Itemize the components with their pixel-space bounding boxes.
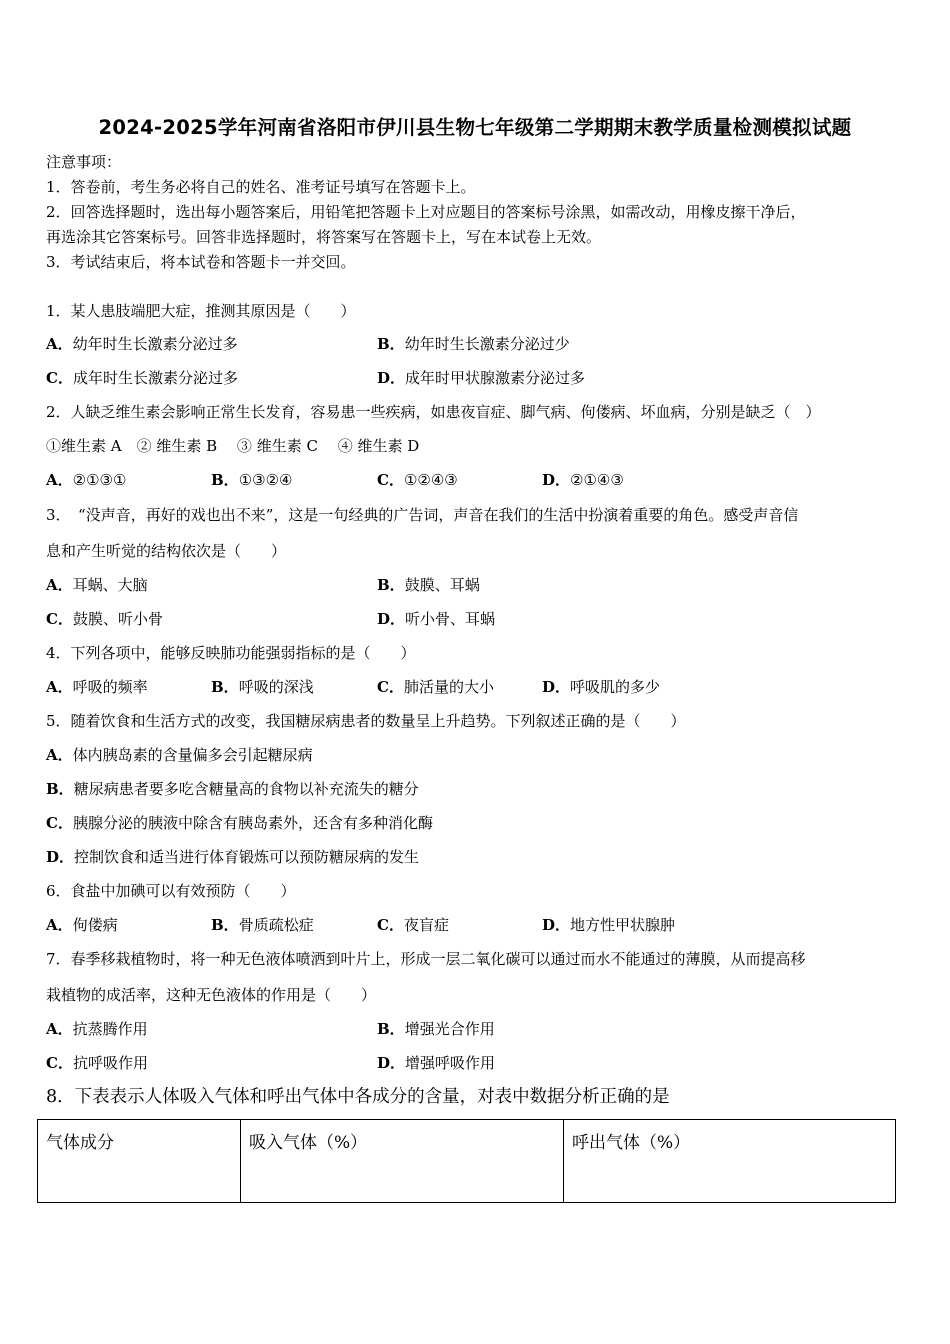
q2-items: ①维生素 A ② 维生素 B ③ 维生素 C ④ 维生素 D (46, 437, 420, 455)
option-label: B． (46, 780, 74, 798)
gas-composition-table (37, 1119, 896, 1203)
q4-option-d[interactable] (542, 677, 660, 697)
note-2a: 2．回答选择题时，选出每小题答案后，用铅笔把答题卡上对应题目的答案标号涂黑，如需改动，用橡皮擦干净后， (46, 203, 806, 221)
option-text: 佝偻病 (72, 916, 118, 934)
option-text: 呼吸的深浅 (238, 678, 314, 696)
option-label: C． (46, 610, 73, 628)
q7-option-c[interactable] (46, 1053, 148, 1073)
option-label: C． (377, 471, 404, 489)
option-text: 耳蜗、大脑 (72, 576, 148, 594)
q5-option-d[interactable] (46, 847, 419, 867)
option-label: C． (377, 678, 404, 696)
q3-stem-b: 息和产生听觉的结构依次是（ ） (46, 542, 287, 560)
q7-stem-a: 7．春季移栽植物时，将一种无色液体喷洒到叶片上，形成一层二氧化碳可以通过而水不能通过的薄膜，从而提高移 (46, 950, 806, 968)
option-text: 体内胰岛素的含量偏多会引起糖尿病 (72, 746, 313, 764)
table-header-cell: 呼出气体（%） (564, 1120, 896, 1203)
q6-option-a[interactable] (46, 915, 118, 935)
option-text: 抗蒸腾作用 (72, 1020, 148, 1038)
note-3: 3．考试结束后，将本试卷和答题卡一并交回。 (46, 253, 356, 271)
option-label: B． (377, 1020, 405, 1038)
option-label: D． (377, 1054, 406, 1072)
option-label: A． (46, 576, 73, 594)
option-text: ①②④③ (403, 471, 458, 489)
q8-stem: 8．下表表示人体吸入气体和呼出气体中各成分的含量，对表中数据分析正确的是 (46, 1087, 670, 1107)
q7-stem-b: 栽植物的成活率，这种无色液体的作用是（ ） (46, 986, 377, 1004)
q3-option-c[interactable] (46, 609, 163, 629)
option-text: 幼年时生长激素分泌过多 (72, 335, 238, 353)
table-header-cell: 气体成分 (38, 1120, 241, 1203)
q2-stem: 2．人缺乏维生素会影响正常生长发育，容易患一些疾病，如患夜盲症、脚气病、佝偻病、坏血病，分别是缺乏（ ） (46, 403, 821, 421)
option-label: B． (377, 576, 405, 594)
q2-option-b[interactable] (211, 470, 292, 490)
option-label: D． (542, 471, 571, 489)
q2-option-c[interactable] (377, 470, 458, 490)
option-label: A． (46, 335, 73, 353)
option-label: D． (542, 916, 571, 934)
option-text: 幼年时生长激素分泌过少 (404, 335, 570, 353)
option-label: A． (46, 1020, 73, 1038)
option-label: B． (211, 471, 239, 489)
q1-option-d[interactable] (377, 368, 585, 388)
option-text: 骨质疏松症 (238, 916, 314, 934)
table-header-row (38, 1120, 896, 1203)
option-label: A． (46, 471, 73, 489)
q1-option-c[interactable] (46, 368, 238, 388)
option-text: ②①④③ (570, 471, 624, 489)
option-text: ①③②④ (238, 471, 293, 489)
q3-stem-a: 3． “没声音，再好的戏也出不来”，这是一句经典的广告词，声音在我们的生活中扮演着重要的角色。感受声音信 (46, 506, 799, 524)
q3-option-a[interactable] (46, 575, 148, 595)
option-text: 控制饮食和适当进行体育锻炼可以预防糖尿病的发生 (74, 848, 420, 866)
q6-option-c[interactable] (377, 915, 449, 935)
q5-option-b[interactable] (46, 779, 419, 799)
q7-option-d[interactable] (377, 1053, 495, 1073)
option-text: 胰腺分泌的胰液中除含有胰岛素外，还含有多种消化酶 (72, 814, 433, 832)
option-text: 成年时甲状腺激素分泌过多 (405, 369, 586, 387)
option-text: 糖尿病患者要多吃含糖量高的食物以补充流失的糖分 (73, 780, 419, 798)
page-title: 2024-2025学年河南省洛阳市伊川县生物七年级第二学期期末教学质量检测模拟试题 (98, 116, 852, 139)
option-text: 听小骨、耳蜗 (405, 610, 496, 628)
note-2b: 再选涂其它答案标号。回答非选择题时，将答案写在答题卡上，写在本试卷上无效。 (46, 228, 602, 246)
option-label: B． (211, 678, 239, 696)
q3-option-d[interactable] (377, 609, 495, 629)
q5-option-c[interactable] (46, 813, 433, 833)
option-text: 肺活量的大小 (403, 678, 494, 696)
q3-option-b[interactable] (377, 575, 480, 595)
option-label: B． (377, 335, 405, 353)
q2-option-a[interactable] (46, 470, 126, 490)
option-text: 成年时生长激素分泌过多 (72, 369, 238, 387)
q6-option-b[interactable] (211, 915, 314, 935)
notes-heading: 注意事项： (46, 153, 122, 171)
q5-stem: 5．随着饮食和生活方式的改变，我国糖尿病患者的数量呈上升趋势。下列叙述正确的是（ ） (46, 712, 686, 730)
note-1: 1．答卷前，考生务必将自己的姓名、准考证号填写在答题卡上。 (46, 178, 476, 196)
q6-stem: 6．食盐中加碘可以有效预防（ ） (46, 882, 296, 900)
option-label: D． (377, 369, 406, 387)
option-text: 呼吸肌的多少 (570, 678, 661, 696)
option-label: B． (211, 916, 239, 934)
q6-option-d[interactable] (542, 915, 675, 935)
option-label: C． (46, 369, 73, 387)
q4-stem: 4．下列各项中，能够反映肺功能强弱指标的是（ ） (46, 644, 416, 662)
q7-option-b[interactable] (377, 1019, 495, 1039)
q4-option-b[interactable] (211, 677, 314, 697)
q1-stem: 1．某人患肢端肥大症，推测其原因是（ ） (46, 302, 356, 320)
option-text: 增强光合作用 (404, 1020, 495, 1038)
option-text: 增强呼吸作用 (405, 1054, 496, 1072)
option-label: A． (46, 916, 73, 934)
option-text: 地方性甲状腺肿 (570, 916, 676, 934)
option-text: 鼓膜、听小骨 (72, 610, 163, 628)
q5-option-a[interactable] (46, 745, 313, 765)
option-label: D． (542, 678, 571, 696)
q1-option-b[interactable] (377, 334, 570, 354)
table-header-cell: 吸入气体（%） (241, 1120, 564, 1203)
q4-option-a[interactable] (46, 677, 148, 697)
option-label: D． (377, 610, 406, 628)
option-label: C． (46, 814, 73, 832)
q7-option-a[interactable] (46, 1019, 148, 1039)
option-text: ②①③① (72, 471, 127, 489)
q4-option-c[interactable] (377, 677, 494, 697)
option-label: D． (46, 848, 75, 866)
option-text: 夜盲症 (403, 916, 449, 934)
option-label: A． (46, 678, 73, 696)
option-label: A． (46, 746, 73, 764)
option-label: C． (377, 916, 404, 934)
option-text: 鼓膜、耳蜗 (404, 576, 480, 594)
option-text: 抗呼吸作用 (72, 1054, 148, 1072)
q2-option-d[interactable] (542, 470, 624, 490)
q1-option-a[interactable] (46, 334, 238, 354)
option-label: C． (46, 1054, 73, 1072)
option-text: 呼吸的频率 (72, 678, 148, 696)
